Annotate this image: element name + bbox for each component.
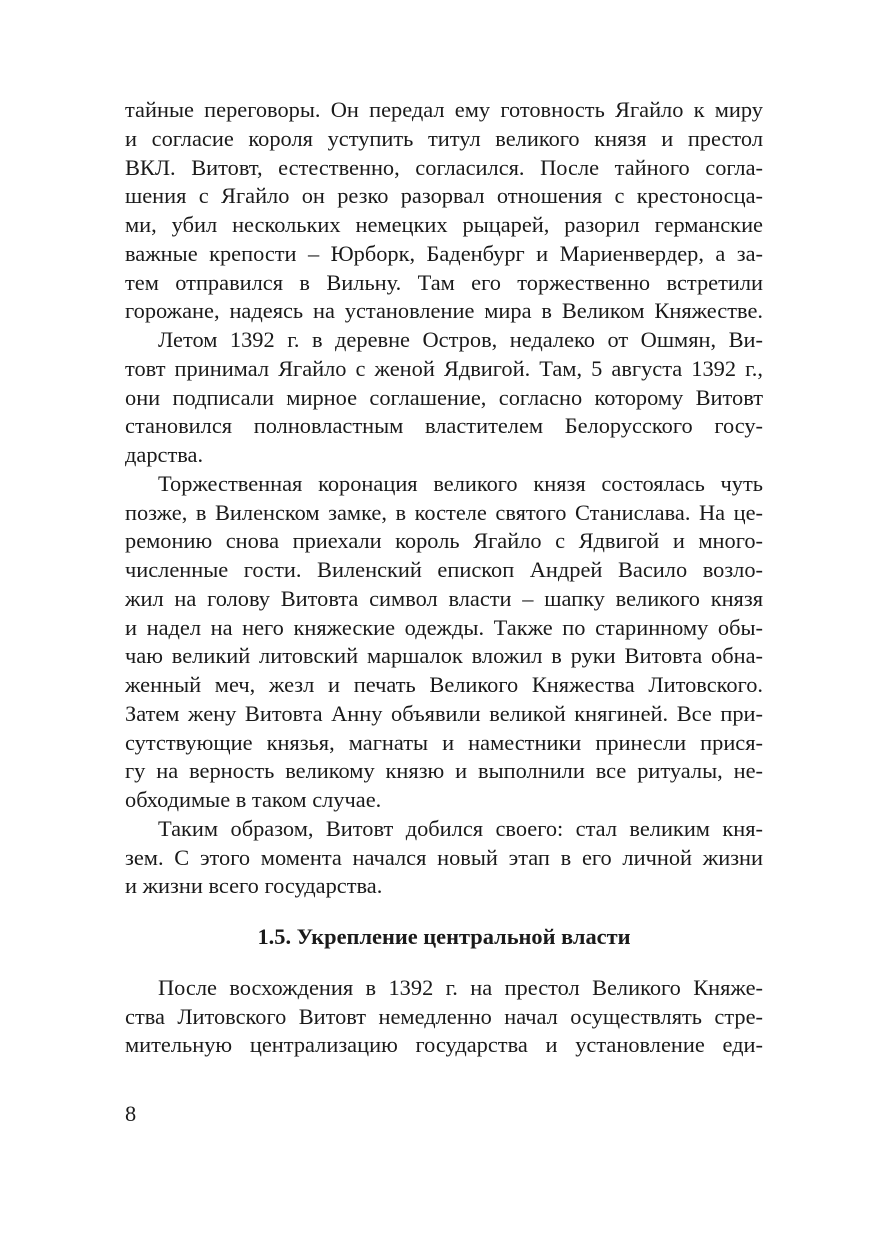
text-line: ства Литовского Витовт немедленно начал осуществлять стре-: [125, 1003, 763, 1029]
text-line: чаю великий литовский маршалок вложил в руки Витовта обна-: [125, 643, 763, 669]
text-line: товт принимал Ягайло с женой Ядвигой. Там, 5 августа 1392 г.,: [125, 355, 763, 381]
text-line: После восхождения в 1392 г. на престол Великого Княже-: [158, 974, 763, 1000]
text-line: шения с Ягайло он резко разорвал отношения с крестоносца-: [125, 183, 763, 209]
text-line: позже, в Виленском замке, в костеле святого Станислава. На це-: [125, 499, 763, 525]
text-line: становился полновластным властителем Белорусского госу-: [125, 413, 763, 439]
text-line: они подписали мирное соглашение, согласно которому Витовт: [125, 384, 763, 410]
text-line: дарства.: [125, 442, 204, 467]
paragraph-1: [125, 96, 763, 326]
text-line: ремонию снова приехали король Ягайло с Ядвигой и много-: [125, 528, 763, 554]
paragraph-4: [125, 815, 763, 901]
text-line: Торжественная коронация великого князя состоялась чуть: [158, 470, 763, 496]
text-line: жил на голову Витовта символ власти – шапку великого князя: [125, 585, 763, 611]
section-heading: 1.5. Укрепление центральной власти: [257, 924, 631, 949]
text-line: гу на верность великому князю и выполнили все ритуалы, не-: [125, 758, 763, 784]
paragraph-3: [125, 470, 763, 815]
paragraph-2: [125, 326, 763, 470]
text-line: Таким образом, Витовт добился своего: стал великим кня-: [158, 815, 763, 841]
text-line: зем. С этого момента начался новый этап в его личной жизни: [125, 844, 763, 870]
text-line: тайные переговоры. Он передал ему готовность Ягайло к миру: [125, 97, 763, 122]
text-line: тем отправился в Вильну. Там его торжественно встретили: [125, 269, 763, 295]
text-line: и жизни всего государства.: [125, 873, 383, 899]
text-line: мительную централизацию государства и установление еди-: [125, 1032, 763, 1058]
text-line: ми, убил нескольких немецких рыцарей, разорил германские: [125, 212, 763, 237]
text-line: важные крепости – Юрборк, Баденбург и Мариенвердер, а за-: [125, 240, 763, 266]
page-body: [125, 96, 763, 1060]
text-line: горожане, надеясь на установление мира в Великом Княжестве.: [125, 298, 763, 324]
text-line: ВКЛ. Витовт, естественно, согласился. После тайного согла-: [125, 154, 763, 180]
text-line: женный меч, жезл и печать Великого Княжества Литовского.: [125, 672, 763, 697]
text-line: и согласие короля уступить титул великого князя и престол: [125, 125, 763, 151]
text-line: обходимые в таком случае.: [125, 787, 382, 812]
text-line: сутствующие князья, магнаты и наместники принесли прися-: [125, 729, 763, 755]
page-number: 8: [125, 1101, 137, 1126]
paragraph-5: [125, 974, 763, 1060]
text-line: Затем жену Витовта Анну объявили великой княгиней. Все при-: [125, 700, 763, 726]
text-line: численные гости. Виленский епископ Андрей Васило возло-: [125, 557, 763, 582]
text-line: Летом 1392 г. в деревне Остров, недалеко от Ошмян, Ви-: [158, 327, 763, 352]
text-line: и надел на него княжеские одежды. Также по старинному обы-: [125, 614, 763, 640]
